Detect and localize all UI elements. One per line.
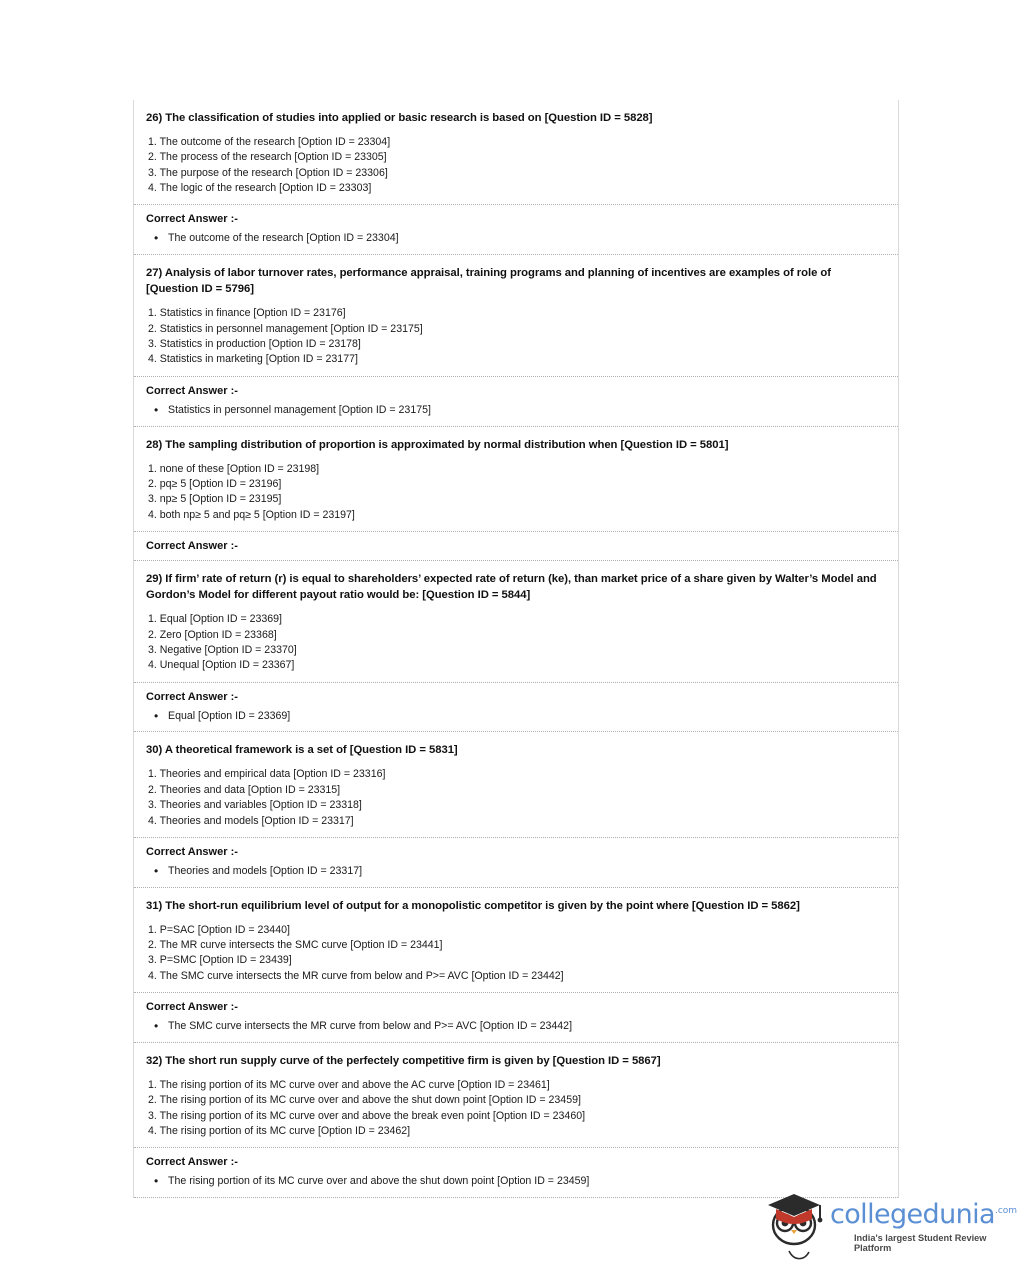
question-body: The classification of studies into applied or basic research is based on [Question ID = 5828] <box>165 112 653 124</box>
option-item: 4. both np≥ 5 and pq≥ 5 [Option ID = 23197] <box>148 508 355 521</box>
answer-value: • Statistics in personnel management [Option ID = 23175] <box>146 403 886 418</box>
question-body: The sampling distribution of proportion is approximated by normal distribution when [Question ID = 5801] <box>165 438 729 451</box>
option-item: 2. The MR curve intersects the SMC curve [Option ID = 23441] <box>148 939 443 952</box>
answer-block <box>134 205 898 254</box>
question-block <box>134 255 898 376</box>
option-item: 4. The SMC curve intersects the MR curve from below and P>= AVC [Option ID = 23442] <box>148 969 564 982</box>
option-item: 1. The outcome of the research [Option ID = 23304] <box>148 136 391 149</box>
option-item: 2. The process of the research [Option ID = 23305] <box>148 151 387 164</box>
option-item: 2. Statistics in personnel management [Option ID = 23175] <box>148 322 423 335</box>
answer-label: Correct Answer :- <box>146 845 238 858</box>
answer-label: Correct Answer :- <box>146 213 238 226</box>
question-body: The short-run equilibrium level of output for a monopolistic competitor is given by the point where [Question ID = 5862] <box>165 899 800 912</box>
answer-label: Correct Answer :- <box>146 1001 238 1014</box>
question-block <box>134 427 898 531</box>
option-item: 1. P=SAC [Option ID = 23440] <box>148 923 290 936</box>
brand-name <box>830 1199 1017 1230</box>
option-item: 2. The rising portion of its MC curve over and above the shut down point [Option ID = 23459] <box>148 1094 581 1107</box>
option-list <box>146 923 886 984</box>
question-block <box>134 888 898 992</box>
question-text <box>146 571 886 603</box>
option-item: 1. Statistics in finance [Option ID = 23176] <box>148 307 346 320</box>
option-item: 2. Zero [Option ID = 23368] <box>148 628 277 641</box>
question-block <box>134 561 898 682</box>
question-number: 29) <box>146 573 163 586</box>
option-item: 4. The rising portion of its MC curve [Option ID = 23462] <box>148 1125 411 1138</box>
question-text <box>146 265 886 297</box>
answer-block <box>134 377 898 426</box>
option-item: 3. Theories and variables [Option ID = 23318] <box>148 799 362 812</box>
answer-label: Correct Answer :- <box>146 690 238 703</box>
question-text <box>146 1053 886 1069</box>
question-number: 32) <box>146 1055 163 1068</box>
answer-value: • The rising portion of its MC curve over and above the shut down point [Option ID = 23459] <box>146 1174 886 1189</box>
question-text <box>146 110 886 126</box>
question-body: A theoretical framework is a set of [Question ID = 5831] <box>164 744 458 757</box>
option-list <box>146 135 886 196</box>
option-item: 3. The purpose of the research [Option ID = 23306] <box>148 166 388 179</box>
option-item: 3. Statistics in production [Option ID = 23178] <box>148 338 361 351</box>
option-item: 2. Theories and data [Option ID = 23315] <box>148 783 341 796</box>
question-number: 28) <box>146 438 163 451</box>
question-block <box>134 732 898 836</box>
answer-block <box>134 993 898 1042</box>
option-item: 3. The rising portion of its MC curve over and above the break even point [Option ID = 23460] <box>148 1109 586 1122</box>
option-list <box>146 306 886 367</box>
graduate-owl-icon <box>762 1185 826 1249</box>
answer-label: Correct Answer :- <box>146 384 238 397</box>
question-text <box>146 437 886 453</box>
brand-tagline: India's largest Student Review Platform <box>854 1233 987 1253</box>
question-body: The short run supply curve of the perfectely competitive firm is given by [Question ID = 5867] <box>165 1055 661 1068</box>
option-item: 1. The rising portion of its MC curve over and above the AC curve [Option ID = 23461] <box>148 1079 550 1092</box>
answer-value: • Equal [Option ID = 23369] <box>146 709 886 724</box>
answer-value: • The SMC curve intersects the MR curve from below and P>= AVC [Option ID = 23442] <box>146 1019 886 1034</box>
question-number: 31) <box>146 899 163 912</box>
question-block <box>134 100 898 204</box>
option-list <box>146 767 886 828</box>
brand-suffix: .com <box>994 1206 1018 1216</box>
collegedunia-logo <box>762 1183 1018 1261</box>
option-item: 3. P=SMC [Option ID = 23439] <box>148 954 292 967</box>
option-item: 4. Theories and models [Option ID = 23317] <box>148 814 354 827</box>
option-item: 3. np≥ 5 [Option ID = 23195] <box>148 493 282 506</box>
option-item: 1. none of these [Option ID = 23198] <box>148 462 320 475</box>
option-item: 4. Unequal [Option ID = 23367] <box>148 659 295 672</box>
answer-block <box>134 532 898 560</box>
question-number: 30) <box>146 744 163 757</box>
option-item: 1. Theories and empirical data [Option ID = 23316] <box>148 768 386 781</box>
answer-label: Correct Answer :- <box>146 1156 238 1169</box>
question-body: If firm’ rate of return (r) is equal to shareholders’ expected rate of return (ke), than market price of a share given by Walter’s Model and Gordon’s Model for different payout ratio would be: [Question ID = 5844] <box>146 573 877 602</box>
question-body: Analysis of labor turnover rates, performance appraisal, training programs and planning of incentives are examples of role of [Question ID = 5796] <box>146 267 831 296</box>
question-number: 27) <box>146 267 163 280</box>
question-number: 26) <box>146 112 163 124</box>
option-item: 1. Equal [Option ID = 23369] <box>148 613 282 626</box>
brand-name-text: collegedunia <box>830 1199 995 1230</box>
option-item: 4. The logic of the research [Option ID = 23303] <box>148 182 372 195</box>
answer-value: • The outcome of the research [Option ID = 23304] <box>146 231 886 246</box>
option-item: 2. pq≥ 5 [Option ID = 23196] <box>148 478 282 491</box>
option-item: 4. Statistics in marketing [Option ID = 23177] <box>148 353 358 366</box>
answer-block <box>134 683 898 732</box>
answer-value: • Theories and models [Option ID = 23317] <box>146 864 886 879</box>
question-block <box>134 1043 898 1147</box>
swoosh-icon <box>788 1249 810 1263</box>
answer-label: Correct Answer :- <box>146 540 238 553</box>
answer-block <box>134 838 898 887</box>
question-text <box>146 898 886 914</box>
question-text <box>146 742 886 758</box>
option-list <box>146 612 886 673</box>
question-list <box>133 100 899 1198</box>
option-list <box>146 1078 886 1139</box>
option-item: 3. Negative [Option ID = 23370] <box>148 643 297 656</box>
option-list <box>146 462 886 523</box>
